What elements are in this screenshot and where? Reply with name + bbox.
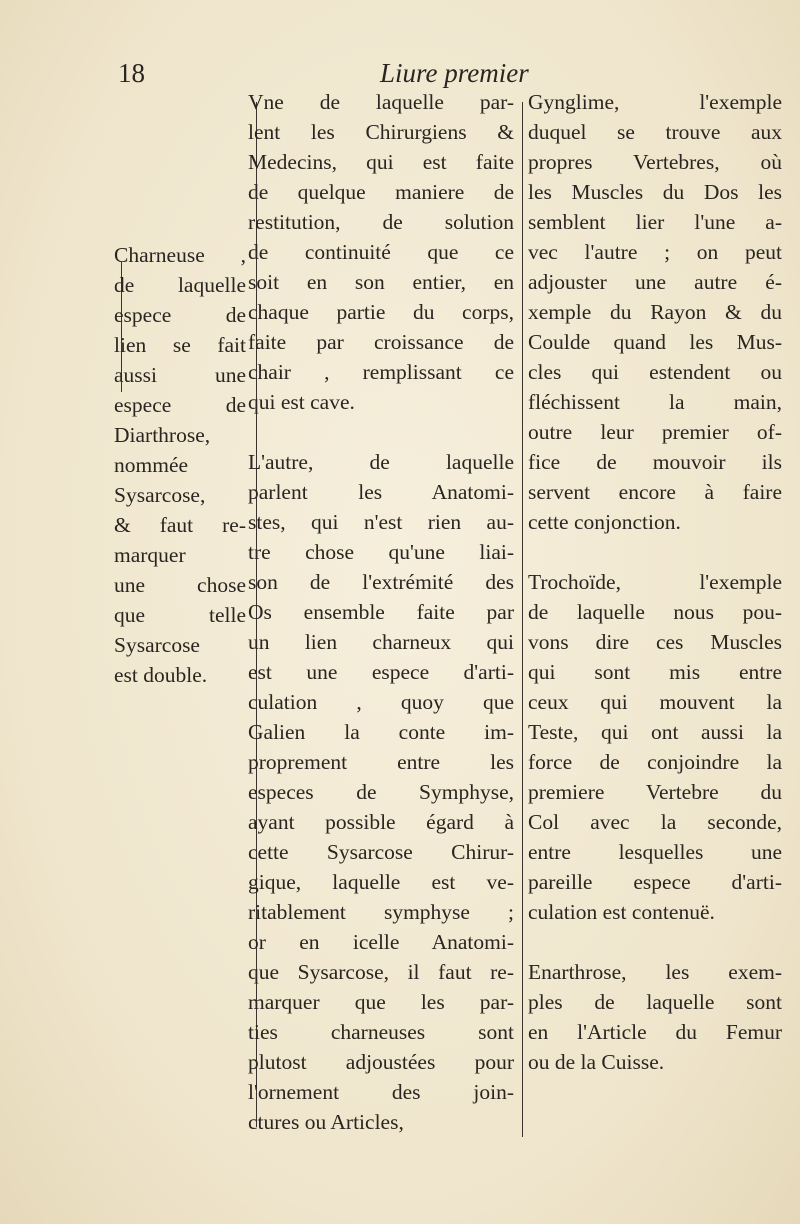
text-line: force de conjoindre la (528, 750, 782, 774)
text-line: especes de Symphyse, (248, 780, 514, 804)
text-line: Enarthrose, les exem- (528, 960, 782, 984)
text-line: marquer que les par- (248, 990, 514, 1014)
margin-note-line: lien se fait (114, 333, 246, 357)
text-line: est une espece d'arti- (248, 660, 514, 684)
text-line: gique, laquelle est ve- (248, 870, 514, 894)
text-line: Galien la conte im- (248, 720, 514, 744)
text-line: Col avec la seconde, (528, 810, 782, 834)
text-line: parlent les Anatomi- (248, 480, 514, 504)
text-line: de laquelle nous pou- (528, 600, 782, 624)
text-line: Coulde quand les Mus- (528, 330, 782, 354)
text-line: restitution, de solution (248, 210, 514, 234)
text-line: en l'Article du Femur (528, 1020, 782, 1044)
left-text-column (248, 87, 514, 1137)
text-line: ayant possible égard à (248, 810, 514, 834)
text-line: vons dire ces Muscles (528, 630, 782, 654)
text-line: faite par croissance de (248, 330, 514, 354)
text-line: Trochoïde, l'exemple (528, 570, 782, 594)
text-line: proprement entre les (248, 750, 514, 774)
text-line: premiere Vertebre du (528, 780, 782, 804)
page-number: 18 (118, 58, 145, 88)
paragraph-gap (248, 417, 514, 447)
text-line: or en icelle Anatomi- (248, 930, 514, 954)
text-line: fice de mouvoir ils (528, 450, 782, 474)
text-line: tre chose qu'une liai- (248, 540, 514, 564)
margin-note-line: & faut re- (114, 513, 246, 537)
running-title: Liure premier (380, 58, 529, 88)
margin-note-line: espece de (114, 303, 246, 327)
text-line: de quelque maniere de (248, 180, 514, 204)
text-line: propres Vertebres, où (528, 150, 782, 174)
text-line: lent les Chirurgiens & (248, 120, 514, 144)
text-line: L'autre, de laquelle (248, 450, 514, 474)
text-line: culation , quoy que (248, 690, 514, 714)
margin-note-line: Charneuse , (114, 243, 246, 267)
margin-note-line: nommée (114, 453, 189, 477)
text-line: fléchissent la main, (528, 390, 782, 414)
margin-note-line: marquer (114, 543, 186, 567)
right-text-column (528, 87, 782, 1077)
text-line: ritablement symphyse ; (248, 900, 514, 924)
text-line: ceux qui mouvent la (528, 690, 782, 714)
text-line: qui sont mis entre (528, 660, 782, 684)
margin-note-line: aussi une (114, 363, 246, 387)
text-line: cles qui estendent ou (528, 360, 782, 384)
text-line: servent encore à faire (528, 480, 782, 504)
text-line: de continuité que ce (248, 240, 514, 264)
text-line: soit en son entier, en (248, 270, 514, 294)
text-line: culation est contenuë. (528, 900, 715, 924)
paragraph-gap (528, 927, 782, 957)
margin-note-line: Sysarcose (114, 633, 200, 657)
text-line: semblent lier l'une a- (528, 210, 782, 234)
text-line: l'ornement des join- (248, 1080, 514, 1104)
margin-note (114, 240, 246, 690)
column-rule-middle (522, 102, 523, 1137)
text-line: ples de laquelle sont (528, 990, 782, 1014)
text-line: vec l'autre ; on peut (528, 240, 782, 264)
margin-note-line: une chose (114, 573, 246, 597)
text-line: cette Sysarcose Chirur- (248, 840, 514, 864)
text-line: Medecins, qui est faite (248, 150, 514, 174)
margin-note-line: est double. (114, 663, 208, 687)
text-line: Gynglime, l'exemple (528, 90, 782, 114)
text-line: que Sysarcose, il faut re- (248, 960, 514, 984)
text-line: cette conjonction. (528, 510, 681, 534)
text-line: son de l'extrémité des (248, 570, 514, 594)
text-line: Vne de laquelle par- (248, 90, 514, 114)
text-line: outre leur premier of- (528, 420, 782, 444)
text-line: duquel se trouve aux (528, 120, 782, 144)
text-line: pareille espece d'arti- (528, 870, 782, 894)
text-line: entre lesquelles une (528, 840, 782, 864)
text-line: les Muscles du Dos les (528, 180, 782, 204)
text-line: adjouster une autre é- (528, 270, 782, 294)
text-line: chaque partie du corps, (248, 300, 514, 324)
margin-note-line: que telle (114, 603, 246, 627)
text-line: ou de la Cuisse. (528, 1050, 665, 1074)
paragraph-gap (528, 537, 782, 567)
text-line: ties charneuses sont (248, 1020, 514, 1044)
margin-note-line: de laquelle (114, 273, 246, 297)
margin-note-line: Diarthrose, (114, 423, 211, 447)
margin-note-line: Sysarcose, (114, 483, 206, 507)
text-line: ctures ou Articles, (248, 1110, 404, 1134)
text-line: xemple du Rayon & du (528, 300, 782, 324)
text-line: chair , remplissant ce (248, 360, 514, 384)
text-line: Os ensemble faite par (248, 600, 514, 624)
margin-note-line: espece de (114, 393, 246, 417)
text-line: Teste, qui ont aussi la (528, 720, 782, 744)
text-line: un lien charneux qui (248, 630, 514, 654)
text-line: qui est cave. (248, 390, 355, 414)
text-line: stes, qui n'est rien au- (248, 510, 514, 534)
text-line: plutost adjoustées pour (248, 1050, 514, 1074)
